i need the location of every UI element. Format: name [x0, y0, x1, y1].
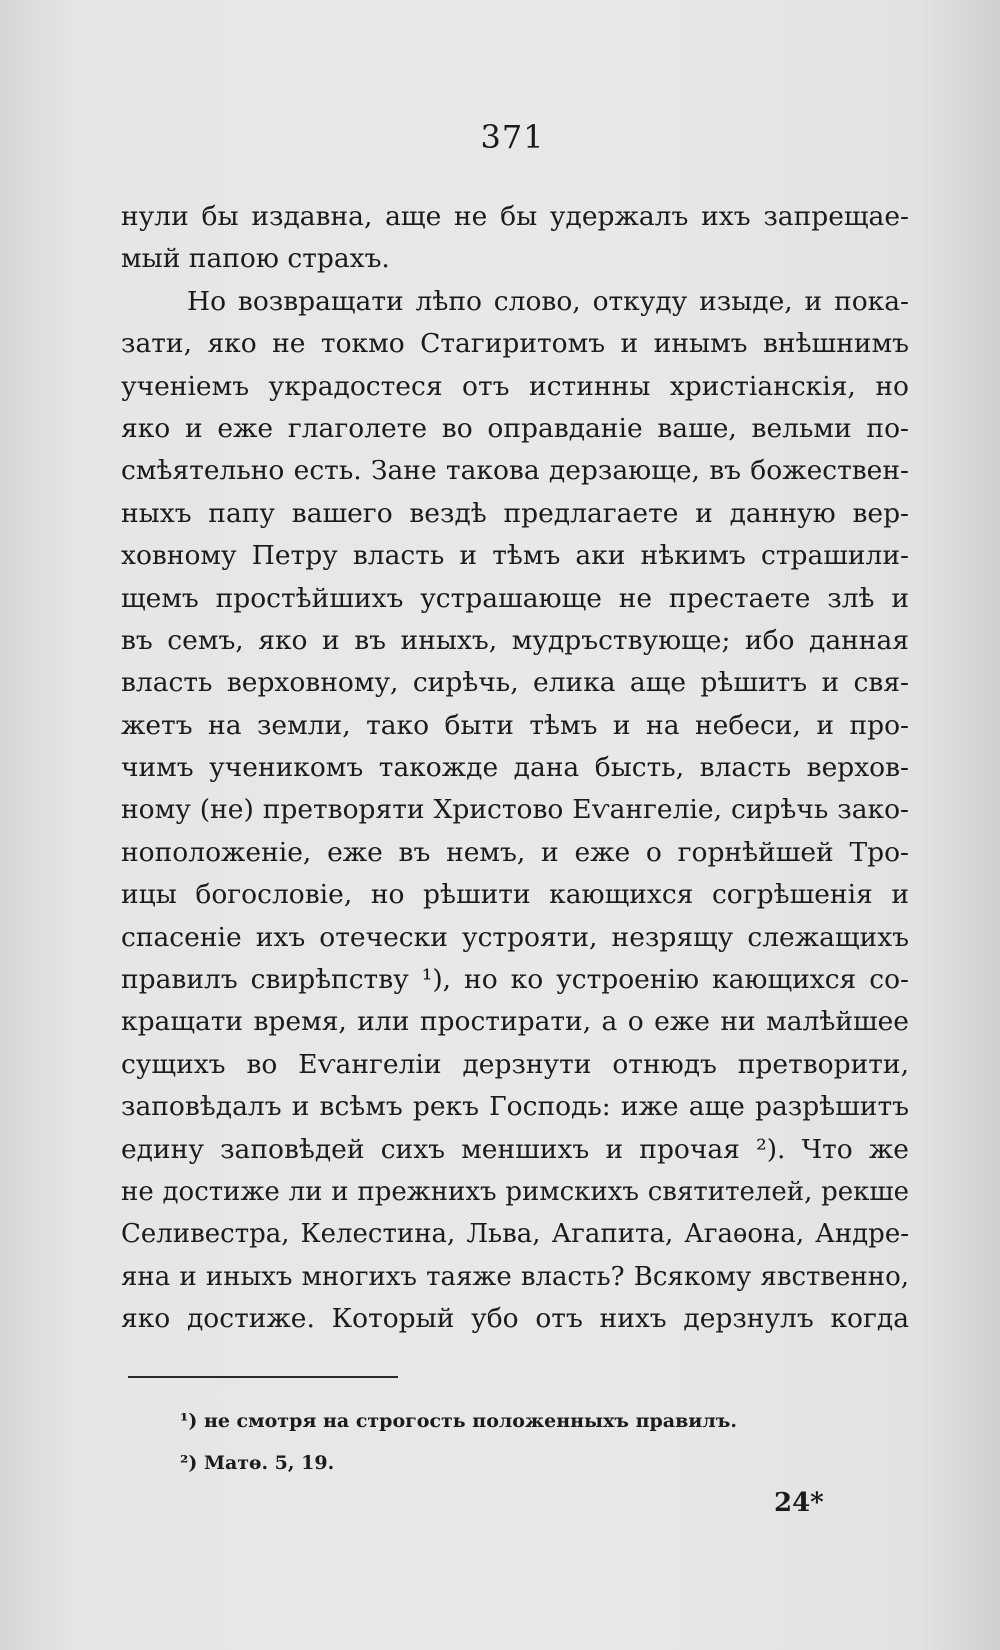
text-line: жетъ на земли, тако быти тѣмъ и на небеси, и про-: [121, 709, 909, 741]
text-line: въ семъ, яко и въ иныхъ, мудръствующе; ибо данная: [121, 624, 909, 656]
footnote-1: [180, 1410, 737, 1432]
text-line: кращати время, или простирати, а о еже ни малѣйшее: [121, 1006, 909, 1038]
text-line: яна и иныхъ многихъ таяже власть? Всякому явственно,: [121, 1261, 909, 1292]
text-line: чимъ ученикомъ такожде дана бысть, власть верхов-: [121, 752, 909, 784]
text-line: ному (не) претворяти Христово Еѵангеліе, сирѣчь зако-: [121, 794, 909, 826]
text-line: смѣятельно есть. Зане такова дерзающе, въ божествен-: [121, 455, 909, 487]
text-line: ныхъ папу вашего вездѣ предлагаете и данную вер-: [121, 497, 909, 529]
text-line: заповѣдалъ и всѣмъ рекъ Господь: иже аще разрѣшитъ: [121, 1091, 909, 1123]
page-number: 371: [480, 118, 545, 156]
text-line: правилъ свирѣпству ¹), но ко устроенію кающихся со-: [121, 964, 909, 996]
footnote-divider: [128, 1376, 398, 1378]
text-line: Селивестра, Келестина, Льва, Агапита, Агаѳона, Андре-: [121, 1219, 909, 1250]
text-line: ховному Петру власть и тѣмъ аки нѣкимъ страшили-: [121, 540, 909, 572]
text-line: нули бы издавна, аще не бы удержалъ ихъ запрещае-: [121, 201, 909, 232]
footnote-2-text: Матѳ. 5, 19.: [203, 1452, 335, 1474]
text-line: не достиже ли и прежнихъ римскихъ святителей, рекше: [121, 1176, 909, 1207]
text-line: спасеніе ихъ отечески устрояти, незрящу слежащихъ: [121, 921, 909, 953]
text-line: яко и еже глаголете во оправданіе ваше, вельми по-: [121, 412, 909, 444]
text-line: ученіемъ украдостеся отъ истинны христіанскія, но: [121, 370, 909, 402]
text-line: ноположеніе, еже въ немъ, и еже о горнѣйшей Тро-: [121, 836, 909, 868]
footnote-2: [180, 1452, 334, 1474]
text-line: щемъ простѣйшихъ устрашающе не престаете злѣ и: [121, 582, 909, 614]
footnote-1-mark: ¹): [180, 1410, 198, 1432]
text-line: едину заповѣдей сихъ меншихъ и прочая ²). Что же: [121, 1133, 909, 1165]
footnote-1-text: не смотря на строгость положенныхъ правилъ.: [203, 1410, 737, 1432]
text-line: яко достиже. Который убо отъ нихъ дерзнулъ когда: [121, 1303, 909, 1335]
main-text: [121, 196, 909, 1341]
text-line: ицы богословіе, но рѣшити кающихся согрѣшенія и: [121, 879, 909, 911]
text-line: власть верховному, сирѣчь, елика аще рѣшитъ и свя-: [121, 667, 909, 699]
footnote-2-mark: ²): [180, 1452, 198, 1474]
text-line: мый папою страхъ.: [121, 243, 390, 275]
printer-signature-mark: 24*: [774, 1488, 824, 1518]
text-line: сущихъ во Еѵангеліи дерзнути отнюдъ претворити,: [121, 1048, 909, 1080]
text-line: Но возвращати лѣпо слово, откуду изыде, и пока-: [187, 285, 909, 317]
text-line: зати, яко не токмо Стагиритомъ и инымъ внѣшнимъ: [121, 328, 909, 360]
